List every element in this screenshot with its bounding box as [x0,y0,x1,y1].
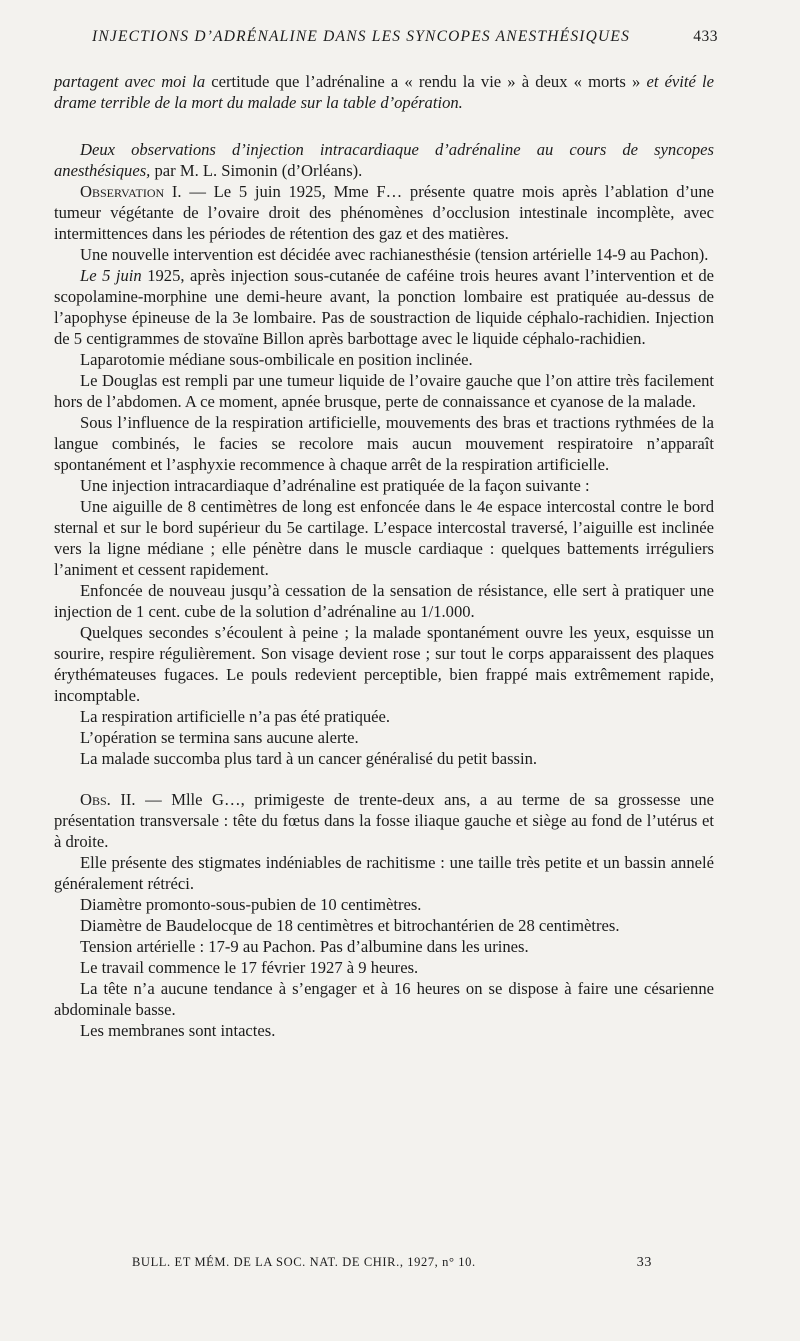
obs1-opening-paragraph [54,181,714,244]
page-number: 433 [693,28,718,45]
obs1-label: Observation I. [80,182,182,201]
obs1-date-paragraph [54,265,714,349]
page-footer [132,1255,652,1271]
paragraph: Elle présente des stigmates indéniables de rachitisme : une taille très petite et un bassin annelé généralement rétréci. [54,853,714,893]
paragraph: Le travail commence le 17 février 1927 à 9 heures. [80,958,419,977]
paragraph: La respiration artificielle n’a pas été pratiquée. [80,707,391,726]
intro-text: certitude que l’adrénaline a « rendu la vie » à deux « morts » [205,72,647,91]
paragraph: Une injection intracardiaque d’adrénaline est pratiquée de la façon suivante : [80,476,590,495]
paragraph: Tension artérielle : 17-9 au Pachon. Pas d’albumine dans les urines. [80,937,529,956]
section-title: Deux observations d’injection intracardiaque d’adrénaline au cours de syncopes anesthésiques, [54,140,714,180]
paragraph: Les membranes sont intactes. [80,1021,276,1040]
obs2-paragraphs [54,852,714,1041]
paragraph: L’opération se termina sans aucune alerte. [80,728,359,747]
paragraph: Une nouvelle intervention est décidée avec rachianesthésie (tension artérielle 14-9 au Pachon). [80,245,709,264]
paragraph: Le Douglas est rempli par une tumeur liquide de l’ovaire gauche que l’on attire très facilement hors de l’abdomen. A ce moment, apnée brusque, perte de connaissance et cyanose de la malade. [54,371,714,411]
obs2-opening-paragraph [54,789,714,852]
paragraph: Diamètre de Baudelocque de 18 centimètres et bitrochantérien de 28 centimètres. [80,916,620,935]
paragraph: La tête n’a aucune tendance à s’engager et à 16 heures on se dispose à faire une césarienne abdominale basse. [54,979,714,1019]
paragraph: Quelques secondes s’écoulent à peine ; la malade spontanément ouvre les yeux, esquisse un sourire, respire régulièrement. Son visage devient rose ; sur tout le corps apparaissent des plaques érythémateuses fugaces. Le pouls redevient perceptible, bien frappé mais extrêmement rapide, incomptable. [54,623,714,705]
obs1-paragraphs-a [54,244,714,265]
paragraph: La malade succomba plus tard à un cancer généralisé du petit bassin. [80,749,538,768]
intro-italic-2: et évité le drame terrible de la mort du malade sur la table d’opération. [54,72,714,112]
body-text [54,71,714,1041]
obs2-label: Obs. II. [80,790,136,809]
paragraph: Une aiguille de 8 centimètres de long est enfoncée dans le 4e espace intercostal contre le bord sternal et sur le bord supérieur du 5e cartilage. L’espace intercostal traversé, l’aiguille est inclinée vers la ligne médiane ; elle pénètre dans le muscle cardiaque : quelques battements irréguliers l’animent et cessent rapidement. [54,497,714,579]
intro-paragraph [54,71,714,113]
paragraph: Diamètre promonto-sous-pubien de 10 centimètres. [80,895,422,914]
signature-number: 33 [636,1255,652,1270]
obs1-opening: — Le 5 juin 1925, Mme F… présente quatre mois après l’ablation d’une tumeur végétante de l’ovaire droit des phénomènes d’occlusion intestinale incomplète, avec intermittences dans les périodes de rétention des gaz et des matières. [54,182,714,243]
obs1-date-text: 1925, après injection sous-cutanée de caféine trois heures avant l’intervention et de scopolamine-morphine une demi-heure avant, la ponction lombaire est pratiquée au-dessus de l’apophyse épineuse de la 3e lombaire. Pas de soustraction de liquide céphalo-rachidien. Injection de 5 centigrammes de stovaïne Billon après barbottage avec le liquide céphalo-rachidien. [54,266,714,348]
section-heading [54,139,714,181]
paragraph: Laparotomie médiane sous-ombilicale en position inclinée. [80,350,473,369]
section-author: par M. L. Simonin (d’Orléans). [150,161,363,180]
paragraph: Sous l’influence de la respiration artificielle, mouvements des bras et tractions rythmées de la langue combinés, le facies se recolore mais aucun mouvement respiratoire n’apparaît spontanément et l’asphyxie recommence à chaque arrêt de la respiration artificielle. [54,413,714,474]
intro-italic-1: partagent avec moi la [54,72,206,91]
paragraph: Enfoncée de nouveau jusqu’à cessation de la sensation de résistance, elle sert à pratiquer une injection de 1 cent. cube de la solution d’adrénaline au 1/1.000. [54,581,714,621]
obs1-paragraphs-b [54,349,714,769]
footer-citation: BULL. ET MÉM. DE LA SOC. NAT. DE CHIR., 1927, n° 10. [132,1255,476,1269]
running-title: INJECTIONS D’ADRÉNALINE DANS LES SYNCOPES ANESTHÉSIQUES [92,28,631,45]
running-header [92,28,718,46]
obs1-date: Le 5 juin [80,266,142,285]
obs2-opening: — Mlle G…, primigeste de trente-deux ans, a au terme de sa grossesse une présentation transversale : tête du fœtus dans la fosse iliaque gauche et siège au fond de l’utérus et à droite. [54,790,714,851]
